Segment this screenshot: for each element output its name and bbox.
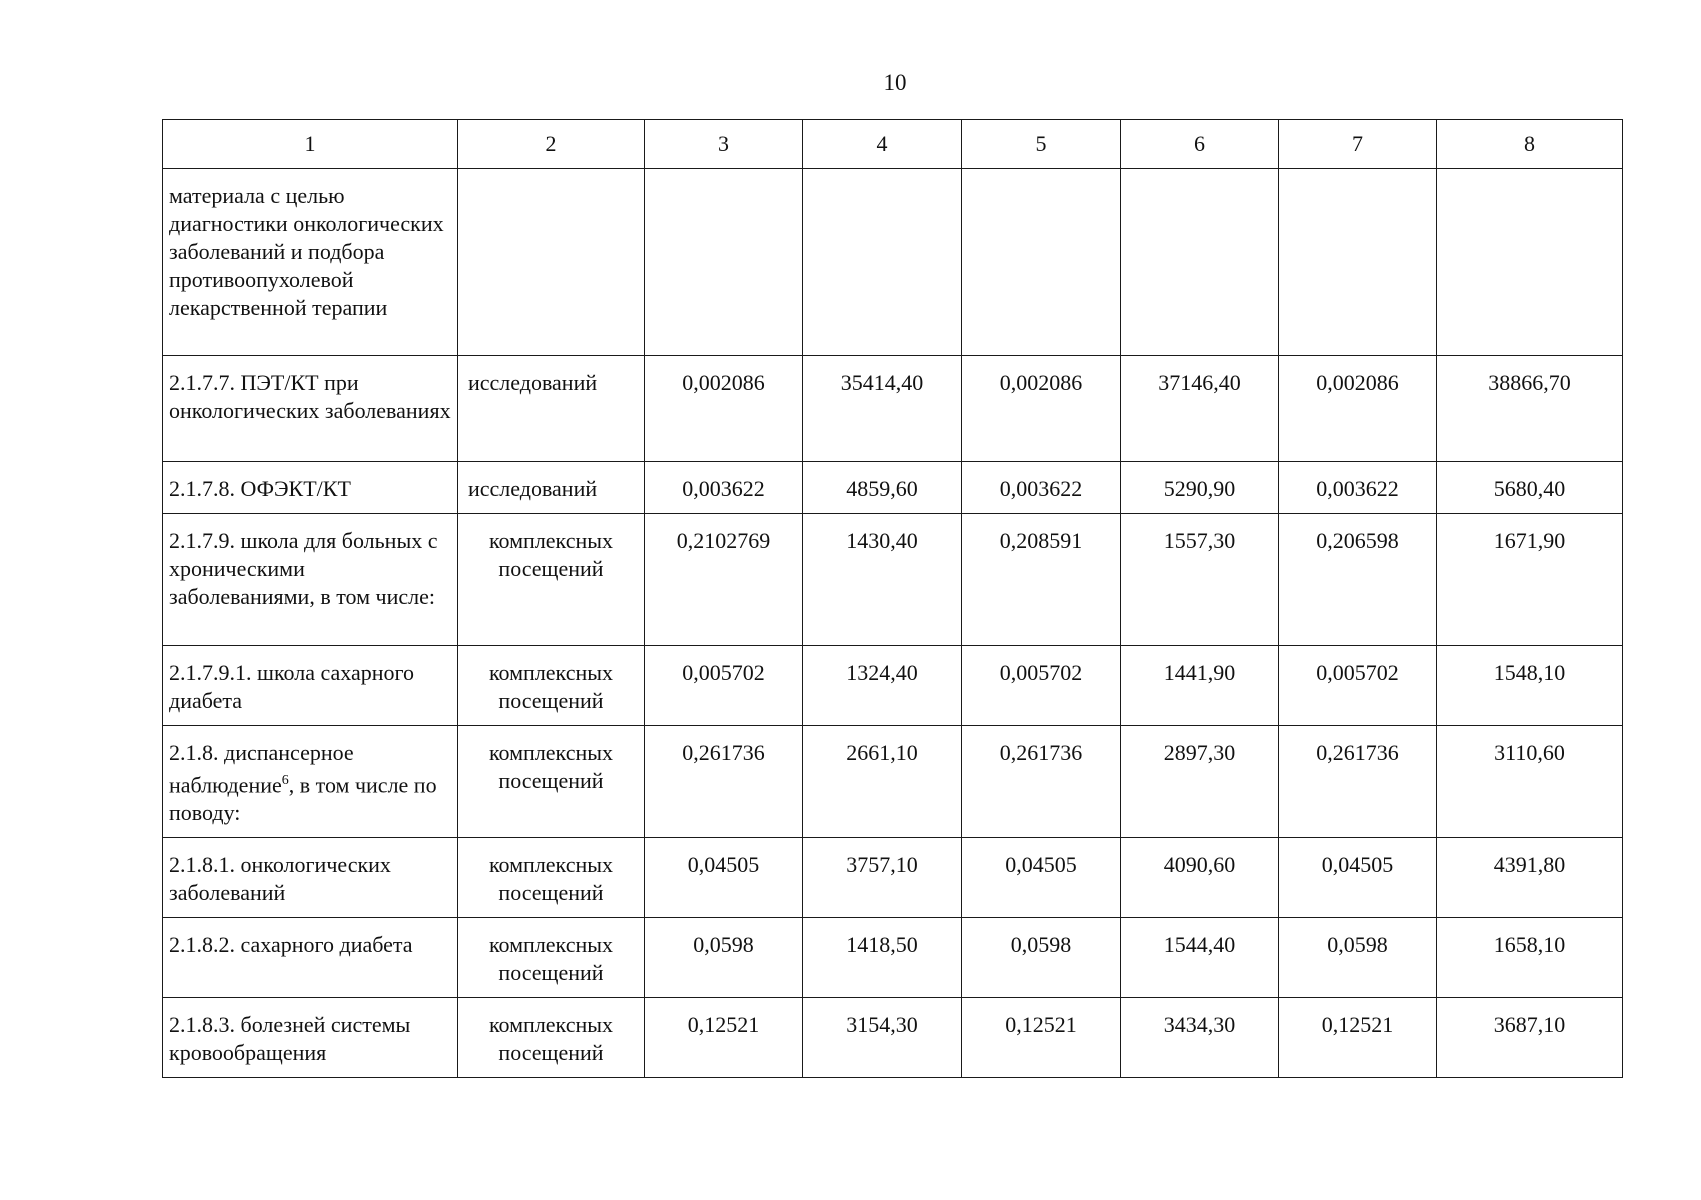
- value-cell: 0,0598: [962, 918, 1121, 998]
- row-name-cell: [163, 838, 458, 918]
- value-cell: 0,04505: [962, 838, 1121, 918]
- value-cell: 1544,40: [1121, 918, 1279, 998]
- value-cell: 0,0598: [1279, 918, 1437, 998]
- row-name: 2.1.8.2. сахарного диабета: [169, 932, 413, 958]
- value-cell: 2661,10: [803, 726, 962, 838]
- unit-cell: комплексных посещений: [458, 838, 645, 918]
- table-row: [163, 998, 1623, 1078]
- row-name: 2.1.8.1. онкологических заболеваний: [169, 852, 391, 906]
- row-name-cell: [163, 514, 458, 646]
- table-row: [163, 918, 1623, 998]
- table-row: [163, 356, 1623, 462]
- column-header: 7: [1279, 120, 1437, 169]
- row-name-cell: [163, 169, 458, 356]
- value-cell: 0,12521: [1279, 998, 1437, 1078]
- row-name-cell: [163, 356, 458, 462]
- column-header: 4: [803, 120, 962, 169]
- unit-cell: комплексных посещений: [458, 514, 645, 646]
- table-row: [163, 726, 1623, 838]
- value-cell: [1437, 169, 1623, 356]
- value-cell: [645, 169, 803, 356]
- value-cell: 4391,80: [1437, 838, 1623, 918]
- table-row: [163, 169, 1623, 356]
- column-header: 2: [458, 120, 645, 169]
- value-cell: [803, 169, 962, 356]
- table-body: [163, 169, 1623, 1078]
- value-cell: 0,003622: [645, 462, 803, 514]
- column-header: 3: [645, 120, 803, 169]
- value-cell: 0,04505: [645, 838, 803, 918]
- row-name-tail: , в том числе по поводу:: [169, 772, 437, 826]
- value-cell: 0,0598: [645, 918, 803, 998]
- row-name: 2.1.8. диспансерное наблюдение: [169, 740, 354, 798]
- value-cell: 0,005702: [962, 646, 1121, 726]
- value-cell: 3154,30: [803, 998, 962, 1078]
- value-cell: 37146,40: [1121, 356, 1279, 462]
- row-name-cell: [163, 726, 458, 838]
- value-cell: 4090,60: [1121, 838, 1279, 918]
- page-number: 10: [883, 70, 907, 95]
- row-name-cell: [163, 998, 458, 1078]
- header-row: [163, 120, 1623, 169]
- value-cell: 5290,90: [1121, 462, 1279, 514]
- value-cell: 35414,40: [803, 356, 962, 462]
- row-name: 2.1.8.3. болезней системы кровообращения: [169, 1012, 411, 1066]
- value-cell: 1441,90: [1121, 646, 1279, 726]
- value-cell: [962, 169, 1121, 356]
- value-cell: 1430,40: [803, 514, 962, 646]
- row-name: 2.1.7.9. школа для больных с хроническими заболеваниями, в том числе:: [169, 528, 438, 609]
- value-cell: 38866,70: [1437, 356, 1623, 462]
- value-cell: 1324,40: [803, 646, 962, 726]
- value-cell: [1121, 169, 1279, 356]
- value-cell: [1279, 169, 1437, 356]
- value-cell: 0,12521: [962, 998, 1121, 1078]
- value-cell: 0,003622: [1279, 462, 1437, 514]
- column-header: 8: [1437, 120, 1623, 169]
- unit-cell: исследований: [458, 356, 645, 462]
- value-cell: 1671,90: [1437, 514, 1623, 646]
- data-table: [162, 119, 1623, 1078]
- value-cell: 1548,10: [1437, 646, 1623, 726]
- value-cell: 2897,30: [1121, 726, 1279, 838]
- row-name: материала с целью диагностики онкологических заболеваний и подбора противоопухолевой лекарственной терапии: [169, 183, 444, 320]
- footnote-marker: 6: [281, 773, 289, 788]
- column-header: 1: [163, 120, 458, 169]
- unit-cell: комплексных посещений: [458, 726, 645, 838]
- table-row: [163, 462, 1623, 514]
- value-cell: 0,2102769: [645, 514, 803, 646]
- value-cell: 0,002086: [1279, 356, 1437, 462]
- table-row: [163, 646, 1623, 726]
- value-cell: 3757,10: [803, 838, 962, 918]
- value-cell: 5680,40: [1437, 462, 1623, 514]
- table-header: [163, 120, 1623, 169]
- row-name-cell: [163, 462, 458, 514]
- column-header: 6: [1121, 120, 1279, 169]
- value-cell: 0,003622: [962, 462, 1121, 514]
- value-cell: 1418,50: [803, 918, 962, 998]
- value-cell: 1658,10: [1437, 918, 1623, 998]
- row-name: 2.1.7.7. ПЭТ/КТ при онкологических заболеваниях: [169, 370, 451, 423]
- value-cell: 3110,60: [1437, 726, 1623, 838]
- value-cell: 0,005702: [1279, 646, 1437, 726]
- value-cell: 0,005702: [645, 646, 803, 726]
- table-row: [163, 838, 1623, 918]
- unit-cell: [458, 169, 645, 356]
- row-name: 2.1.7.9.1. школа сахарного диабета: [169, 660, 414, 713]
- value-cell: 0,04505: [1279, 838, 1437, 918]
- row-name-cell: [163, 646, 458, 726]
- row-name: 2.1.7.8. ОФЭКТ/КТ: [169, 476, 351, 501]
- value-cell: 0,12521: [645, 998, 803, 1078]
- unit-cell: комплексных посещений: [458, 998, 645, 1078]
- unit-cell: исследований: [458, 462, 645, 514]
- value-cell: 0,261736: [962, 726, 1121, 838]
- value-cell: 0,261736: [645, 726, 803, 838]
- value-cell: 0,002086: [962, 356, 1121, 462]
- value-cell: 0,002086: [645, 356, 803, 462]
- value-cell: 0,208591: [962, 514, 1121, 646]
- value-cell: 0,261736: [1279, 726, 1437, 838]
- unit-cell: комплексных посещений: [458, 918, 645, 998]
- value-cell: 3434,30: [1121, 998, 1279, 1078]
- row-name-cell: [163, 918, 458, 998]
- unit-cell: комплексных посещений: [458, 646, 645, 726]
- value-cell: 3687,10: [1437, 998, 1623, 1078]
- table-row: [163, 514, 1623, 646]
- value-cell: 1557,30: [1121, 514, 1279, 646]
- column-header: 5: [962, 120, 1121, 169]
- value-cell: 0,206598: [1279, 514, 1437, 646]
- value-cell: 4859,60: [803, 462, 962, 514]
